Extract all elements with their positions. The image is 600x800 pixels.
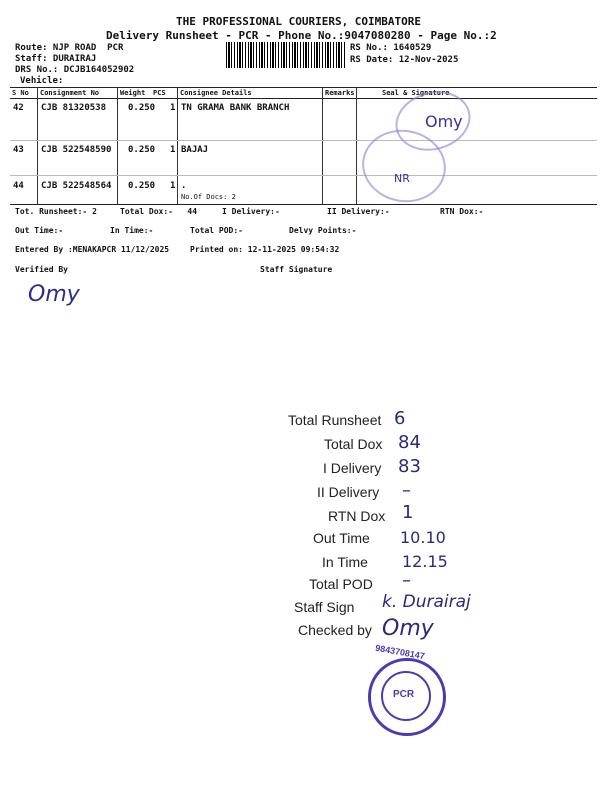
summary-label: Checked by bbox=[298, 622, 372, 638]
verifier-initials: Omy bbox=[28, 282, 80, 307]
summary-label: Staff Sign bbox=[294, 599, 355, 615]
entered-by: Entered By :MENAKAPCR 11/12/2025 bbox=[15, 245, 170, 254]
stamp-ring-text: 9843708147 bbox=[374, 642, 426, 662]
table-header-rule bbox=[10, 98, 597, 99]
summary-value: – bbox=[402, 480, 411, 501]
out-time: Out Time:- bbox=[15, 226, 64, 235]
summary-value: 12.15 bbox=[402, 552, 448, 571]
col-weight: Weight bbox=[120, 89, 146, 97]
summary-value: 83 bbox=[398, 456, 421, 477]
drs-label: DRS No.: DCJB164052902 bbox=[15, 65, 135, 75]
rs-number: RS No.: 1640529 bbox=[350, 43, 432, 53]
col-divider bbox=[322, 87, 323, 205]
summary-value: – bbox=[402, 570, 411, 591]
checker-initials: Omy bbox=[382, 616, 434, 641]
barcode bbox=[226, 42, 346, 68]
rtn-dox: RTN Dox:- bbox=[440, 207, 484, 216]
row-rule bbox=[10, 140, 597, 141]
summary-value: k. Durairaj bbox=[382, 592, 471, 612]
summary-value: 6 bbox=[394, 408, 406, 429]
summary-value: 84 bbox=[398, 432, 421, 453]
row-consignee: BAJAJ bbox=[181, 145, 209, 155]
row-consignee: TN GRAMA BANK BRANCH bbox=[181, 103, 290, 113]
summary-label: Total POD bbox=[309, 576, 373, 592]
summary-label: Total Dox bbox=[324, 436, 383, 452]
col-divider bbox=[117, 87, 118, 205]
col-divider bbox=[37, 87, 38, 205]
summary-label: I Delivery bbox=[323, 460, 382, 476]
printed-on: Printed on: 12-11-2025 09:54:32 bbox=[190, 245, 340, 254]
col-consignment: Consignment No bbox=[40, 89, 100, 97]
col-divider bbox=[356, 87, 357, 205]
summary-label: Total Runsheet bbox=[288, 412, 382, 428]
stamp-center-text: PCR bbox=[393, 689, 415, 700]
runsheet-title: Delivery Runsheet - PCR - Phone No.:9047080280 - Page No.:2 bbox=[106, 29, 497, 42]
row-sno: 43 bbox=[13, 145, 24, 155]
col-seal: Seal & Signature bbox=[382, 89, 450, 97]
row-sno: 44 bbox=[13, 181, 24, 191]
summary-label: Out Time bbox=[313, 530, 370, 546]
row-weight: 0.250 bbox=[128, 181, 156, 191]
row-pcs: 1 bbox=[170, 181, 176, 191]
table-bottom-rule bbox=[10, 204, 597, 205]
ii-delivery: II Delivery:- bbox=[327, 207, 390, 216]
summary-label: II Delivery bbox=[317, 484, 380, 500]
row-pcs: 1 bbox=[170, 103, 176, 113]
seal-signature: Omy bbox=[425, 112, 463, 131]
col-consignee: Consignee Details bbox=[180, 89, 252, 97]
summary-label: In Time bbox=[322, 554, 368, 570]
delvy-points: Delvy Points:- bbox=[289, 226, 357, 235]
summary-label: RTN Dox bbox=[328, 508, 386, 524]
row-weight: 0.250 bbox=[128, 103, 156, 113]
no-of-docs: No.Of Docs: 2 bbox=[181, 193, 236, 201]
table-top-rule bbox=[10, 87, 597, 88]
verified-by: Verified By bbox=[15, 265, 68, 274]
company-name: THE PROFESSIONAL COURIERS, COIMBATORE bbox=[176, 15, 422, 28]
summary-value: 10.10 bbox=[400, 528, 446, 547]
tot-runsheet: Tot. Runsheet:- 2 bbox=[15, 207, 97, 216]
row-sno: 42 bbox=[13, 103, 24, 113]
row-rule bbox=[10, 175, 597, 176]
total-pod: Total POD:- bbox=[190, 226, 243, 235]
staff-signature: Staff Signature bbox=[260, 265, 333, 274]
row-consignee: . bbox=[181, 181, 187, 191]
in-time: In Time:- bbox=[110, 226, 154, 235]
route-label: Route: NJP ROAD PCR bbox=[15, 43, 124, 53]
col-remarks: Remarks bbox=[325, 89, 355, 97]
summary-value: 1 bbox=[402, 502, 414, 523]
i-delivery: I Delivery:- bbox=[222, 207, 280, 216]
row-pcs: 1 bbox=[170, 145, 176, 155]
row-consignment: CJB 522548564 bbox=[41, 181, 112, 191]
rs-date: RS Date: 12-Nov-2025 bbox=[350, 55, 459, 65]
total-dox: Total Dox:- 44 bbox=[120, 207, 198, 216]
col-pcs: PCS bbox=[153, 89, 166, 97]
row-consignment: CJB 81320538 bbox=[41, 103, 107, 113]
col-divider bbox=[177, 87, 178, 205]
staff-label: Staff: DURAIRAJ bbox=[15, 54, 97, 64]
remark-mark: NR bbox=[394, 172, 410, 185]
row-weight: 0.250 bbox=[128, 145, 156, 155]
round-stamp bbox=[368, 642, 446, 736]
col-sno: S No bbox=[12, 89, 29, 97]
row-consignment: CJB 522548590 bbox=[41, 145, 112, 155]
vehicle-label: Vehicle: bbox=[20, 76, 64, 86]
